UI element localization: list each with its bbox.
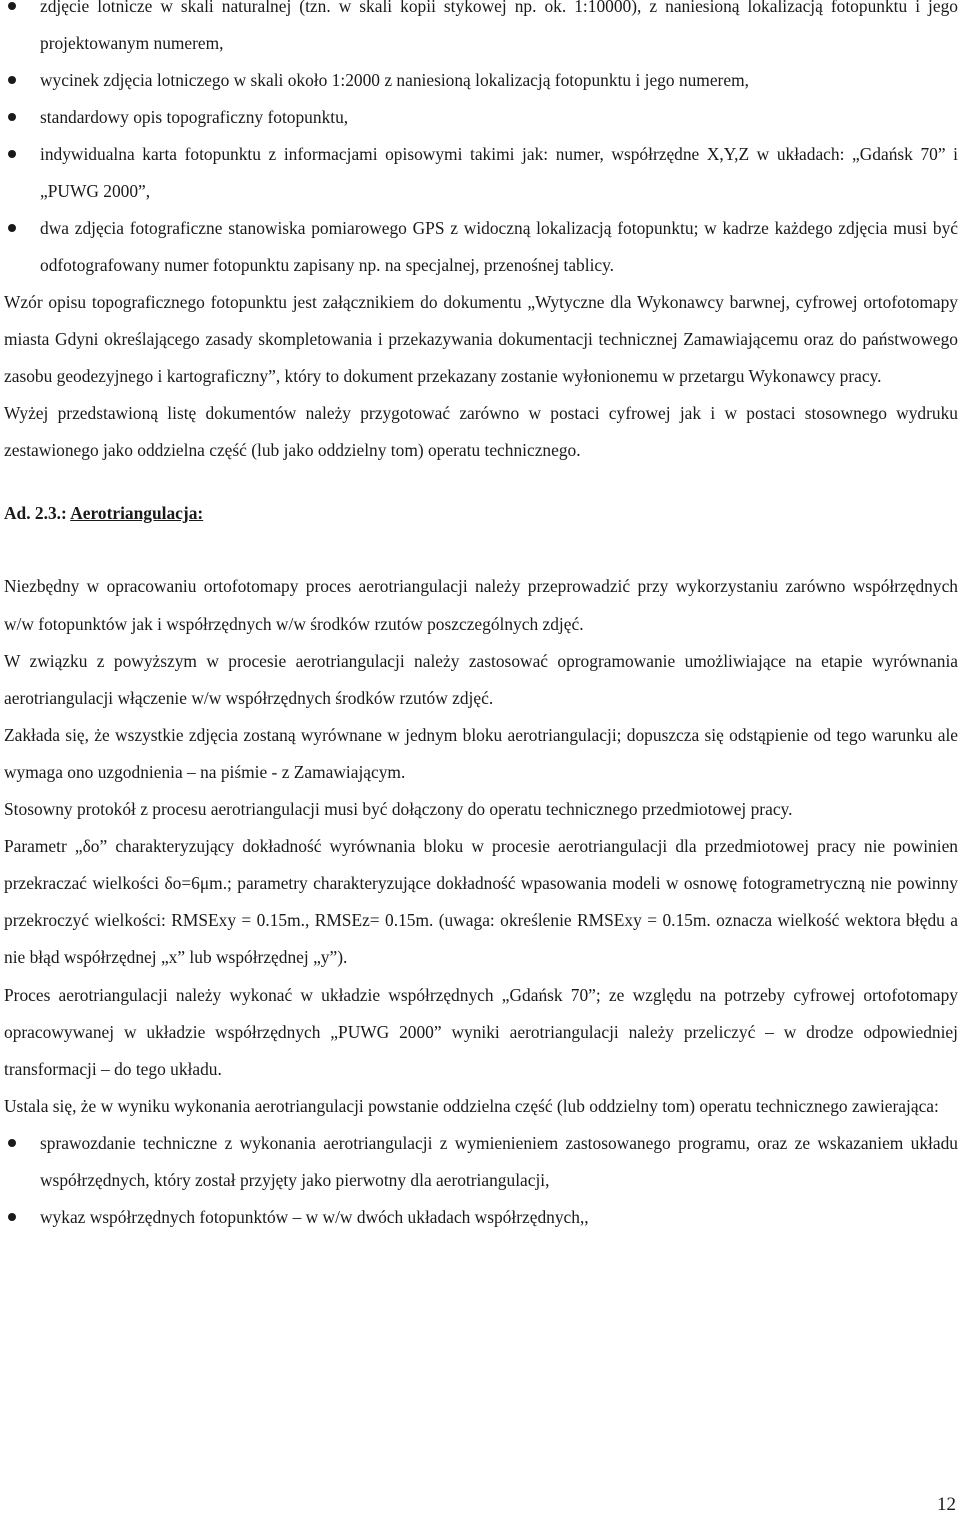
paragraph-single-block: Zakłada się, że wszystkie zdjęcia zostaną wyrównane w jednym bloku aerotriangulacji; dopuszcza się odstąpienie od tego warunku ale wymaga ono uzgodnienia – na piśmie - z Zamawiającym. bbox=[4, 724, 958, 782]
paragraph-software: W związku z powyższym w procesie aerotriangulacji należy zastosować oprogramowanie umożliwiające na etapie wyrównania aerotriangulacji włączenie w/w współrzędnych środków rzutów zdjęć. bbox=[4, 650, 958, 708]
bullet-icon bbox=[8, 113, 16, 121]
section-heading bbox=[4, 495, 958, 532]
bullet-icon bbox=[8, 1213, 16, 1221]
paragraph-aerotriangulation-process: Niezbędny w opracowaniu ortofotomapy proces aerotriangulacji należy przeprowadzić przy wykorzystaniu zarówno współrzędnych w/w fotopunktów jak i współrzędnych w/w środków rzutów poszczególnych zdjęć. bbox=[4, 576, 958, 634]
document-page bbox=[4, 0, 958, 1236]
page-number: 12 bbox=[937, 1494, 956, 1515]
bullet-icon bbox=[8, 2, 16, 10]
paragraph-coordinate-system: Proces aerotriangulacji należy wykonać w układzie współrzędnych „Gdańsk 70”; ze względu na potrzeby cyfrowej ortofotomapy opracowywanej w układzie współrzędnych „PUWG 2000” wyniki aerotriangulacji należy przeliczyć – w drodze odpowiedniej transformacji – do tego układu. bbox=[4, 984, 958, 1079]
list-item: wycinek zdjęcia lotniczego w skali około 1:2000 z naniesioną lokalizacją fotopunktu i jego numerem, bbox=[4, 62, 958, 99]
paragraph-separate-part: Ustala się, że w wyniku wykonania aerotriangulacji powstanie oddzielna część (lub oddzielny tom) operatu technicznego zawierająca: bbox=[4, 1095, 939, 1116]
photo-point-documents-list bbox=[4, 0, 958, 284]
list-item: sprawozdanie techniczne z wykonania aerotriangulacji z wymienieniem zastosowanego programu, oraz ze wskazaniem układu współrzędnych, który został przyjęty jako pierwotny dla aerotriangulacji, bbox=[4, 1125, 958, 1199]
list-item: indywidualna karta fotopunktu z informacjami opisowymi takimi jak: numer, współrzędne X,Y,Z w układach: „Gdańsk 70” i „PUWG 2000”, bbox=[4, 136, 958, 210]
paragraph-template-reference: Wzór opisu topograficznego fotopunktu jest załącznikiem do dokumentu „Wytyczne dla Wykonawcy barwnej, cyfrowej ortofotomapy miasta Gdyni określającego zasady skompletowania i przekazywania dokumentacji technicznej Zamawiającemu oraz do państwowego zasobu geodezyjnego i kartograficzny”, który to dokument przekazany zostanie wyłonionemu w przetargu Wykonawcy pracy. bbox=[4, 292, 958, 387]
bullet-icon bbox=[8, 150, 16, 158]
bullet-icon bbox=[8, 1139, 16, 1147]
section-number: Ad. 2.3.: bbox=[4, 503, 71, 524]
bullet-icon bbox=[8, 76, 16, 84]
section-title: Aerotriangulacja: bbox=[70, 503, 204, 524]
list-item: wykaz współrzędnych fotopunktów – w w/w dwóch układach współrzędnych,, bbox=[4, 1199, 958, 1236]
bullet-icon bbox=[8, 224, 16, 232]
paragraph-protocol: Stosowny protokół z procesu aerotriangulacji musi być dołączony do operatu technicznego przedmiotowej pracy. bbox=[4, 799, 793, 820]
list-item: standardowy opis topograficzny fotopunktu, bbox=[4, 99, 958, 136]
paragraph-document-format: Wyżej przedstawioną listę dokumentów należy przygotować zarówno w postaci cyfrowej jak i w postaci stosownego wydruku zestawionego jako oddzielna część (lub jako oddzielny tom) operatu technicznego. bbox=[4, 403, 958, 461]
paragraph-accuracy-parameters: Parametr „δo” charakteryzujący dokładność wyrównania bloku w procesie aerotriangulacji dla przedmiotowej pracy nie powinien przekraczać wielkości δo=6μm.; parametry charakteryzujące dokładność wpasowania modeli w osnowę fotogrametryczną nie powinny przekroczyć wielkości: RMSExy = 0.15m., RMSEz= 0.15m. (uwaga: określenie RMSExy = 0.15m. oznacza wielkość wektora błędu a nie błąd współrzędnej „x” lub współrzędnej „y”). bbox=[4, 836, 958, 968]
list-item: zdjęcie lotnicze w skali naturalnej (tzn. w skali kopii stykowej np. ok. 1:10000), z naniesioną lokalizacją fotopunktu i jego projektowanym numerem, bbox=[4, 0, 958, 62]
aerotriangulation-contents-list bbox=[4, 1125, 958, 1236]
list-item: dwa zdjęcia fotograficzne stanowiska pomiarowego GPS z widoczną lokalizacją fotopunktu; w kadrze każdego zdjęcia musi być odfotografowany numer fotopunktu zapisany np. na specjalnej, przenośnej tablicy. bbox=[4, 210, 958, 284]
